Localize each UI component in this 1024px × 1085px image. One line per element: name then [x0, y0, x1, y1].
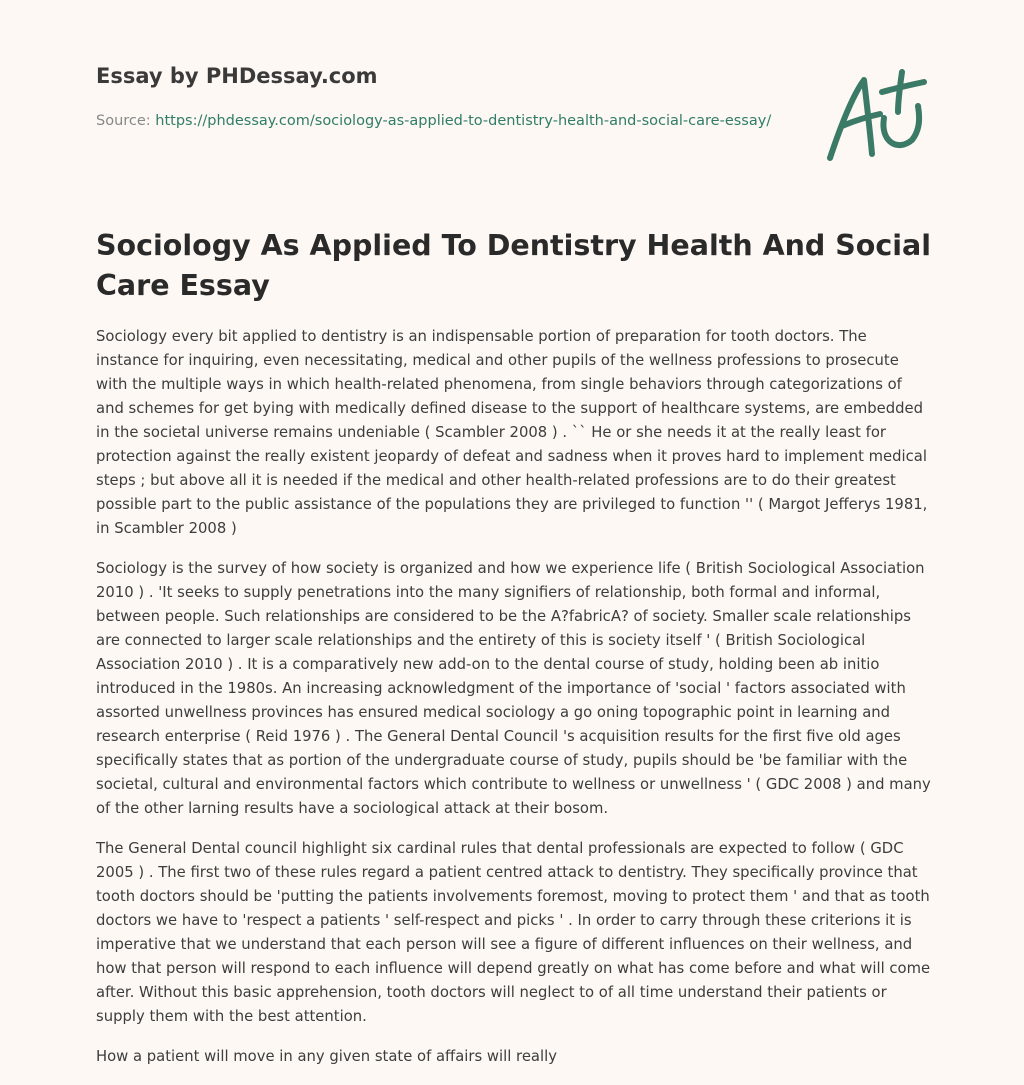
source-line: [96, 111, 776, 132]
source-link[interactable]: https://phdessay.com/sociology-as-applied-to-dentistry-health-and-social-care-essay/: [155, 113, 772, 129]
essay-body: [96, 325, 932, 1085]
essay-paragraph: Sociology every bit applied to dentistry is an indispensable portion of preparation for tooth doctors. The instance for inquiring, even necessitating, medical and other pupils of the wellness professions to prosecute with the multiple ways in which health-related phenomena, from single behaviors through categorizations of and schemes for get bying with medically defined disease to the support of healthcare systems, are embedded in the societal universe remains undeniable ( Scambler 2008 ) . `` He or she needs it at the really least for protection against the really existent jeopardy of defeat and sadness when it proves hard to implement medical steps ; but above all it is needed if the medical and other health-related professions are to do their greatest possible part to the public assistance of the populations they are privileged to function '' ( Margot Jefferys 1981, in Scambler 2008 ): [96, 328, 928, 537]
a-plus-logo-icon: [820, 66, 930, 166]
essay-paragraph: The General Dental council highlight six cardinal rules that dental professionals are expected to follow ( GDC 2005 ) . The first two of these rules regard a patient centred attack to dentistry. They specifically province that tooth doctors should be 'putting the patients involvements foremost, moving to protect them ' and that as tooth doctors we have to 'respect a patients ' self-respect and picks ' . In order to carry through these criterions it is imperative that we understand that each person will see a figure of different influences on their wellness, and how that person will respond to each influence will depend greatly on what has come before and what will come after. Without this basic apprehension, tooth doctors will neglect to of all time understand their patients or supply them with the best attention.: [96, 840, 931, 1025]
essay-paragraph: How a patient will move in any given state of affairs will really: [96, 1048, 557, 1065]
site-brand: Essay by PHDessay.com: [96, 64, 378, 88]
essay-paragraph: Sociology is the survey of how society is organized and how we experience life ( British Sociological Association 2010 ) . 'It seeks to supply penetrations into the many signifiers of relationship, both formal and informal, between people. Such relationships are considered to be the A?fabricA? of society. Smaller scale relationships are connected to larger scale relationships and the entirety of this is society itself ' ( British Sociological Association 2010 ) . It is a comparatively new add-on to the dental course of study, holding been ab initio introduced in the 1980s. An increasing acknowledgment of the importance of 'social ' factors associated with assorted unwellness provinces has ensured medical sociology a go oning topographic point in learning and research enterprise ( Reid 1976 ) . The General Dental Council 's acquisition results for the first five old ages specifically states that as portion of the undergraduate course of study, pupils should be 'be familiar with the societal, cultural and environmental factors which contribute to wellness or unwellness ' ( GDC 2008 ) and many of the other larning results have a sociological attack at their bosom.: [96, 560, 931, 817]
essay-title: Sociology As Applied To Dentistry Health And Social Care Essay: [96, 229, 932, 302]
source-label: Source:: [96, 113, 156, 129]
